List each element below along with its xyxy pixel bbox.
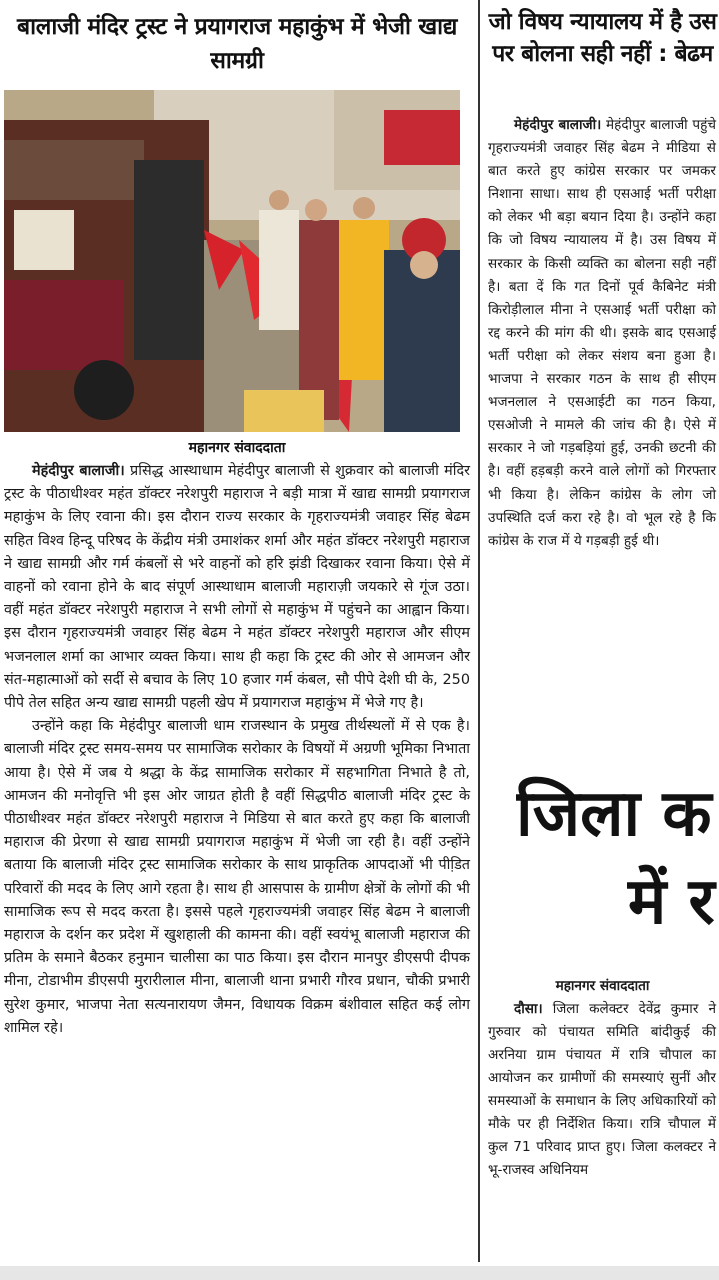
right-headline: जो विषय न्यायालय में है उस पर बोलना सही नहीं : बेढम [488, 9, 717, 67]
main-article [4, 460, 470, 1040]
third-article-text: जिला कलेक्टर देवेंद्र कुमार ने गुरुवार को पंचायत समिति बांदीकुई की अरनिया ग्राम पंचायत में रात्रि चौपाल का आयोजन कर ग्रामीणों की समस्याएं सुनीं और समस्याओं के समाधान के लिए अधिकारियों को मौके पर ही निर्देशित किया। रात्रि चौपाल में कुल 71 परिवाद प्राप्त हुए। जिला कलक्टर ने भू-राजस्व अधिनियम [488, 1001, 716, 1178]
paragraph-1-text: प्रसिद्ध आस्थाधाम मेहंदीपुर बालाजी से शुक्रवार को बालाजी मंदिर ट्रस्ट के पीठाधीश्वर महंत डॉक्टर नरेशपुरी महाराज ने बड़ी मात्रा में खाद्य सामग्री प्रयागराज महाकुंभ के लिए रवाना की। इस दौरान राज्य सरकार के गृहराज्यमंत्री जवाहर सिंह बेढम सहित विश्व हिन्दू परिषद के केंद्रीय मंत्री उमाशंकर शर्मा और महंत डॉक्टर नरेशपुरी महाराज ने खाद्य सामग्री और गर्म कंबलों से भरे वाहनों को हरि झंडी दिखाकर रवाना किया। ऐसे में वाहनों को रवाना होने के बाद संपूर्ण आस्थाधाम बालाजी महाराज़ी जयकारे से गूंज उठा। वहीं महंत डॉक्टर नरेशपुरी महाराज ने सभी लोगों से महाकुंभ में पहुंचने का आह्वान किया। इस दौरान गृहराज्यमंत्री जवाहर सिंह बेढम ने महंत डॉक्टर नरेशपुरी महाराज और सीएम भजनलाल शर्मा का आभार व्यक्त किया। साथ ही कहा कि ट्रस्ट की ओर से आमजन और संत-महात्माओं को सर्दी से बचाव के लिए 10 हजार गर्म कंबल, सौ पीपे देशी घी के, 250 पीपे तेल सहित अन्य खाद्य सामग्री पहली खेप में प्रयागराज महाकुंभ में भेजे गए है। [4, 463, 470, 712]
byline: महानगर संवाददाता [188, 440, 286, 456]
third-article [488, 998, 716, 1182]
right-article-paragraph [488, 114, 716, 553]
cropped-headline-line-1: जिला क [516, 777, 712, 851]
third-byline: महानगर संवाददाता [555, 978, 650, 994]
cropped-headline-line-2: में र [628, 865, 715, 939]
right-article-text: मेहंदीपुर बालाजी पहुंचे गृहराज्यमंत्री जवाहर सिंह बेढम ने मीडिया से बात करते हुए कांग्रेस सरकार पर जमकर निशाना साधा। साथ ही एसआई भर्ती परीक्षा को लेकर भी बड़ा बयान दिया है। उन्होंने कहा कि जो विषय न्यायालय में है। उस विषय में सरकार के किसी व्यक्ति का बोलना सही नहीं है। बता दें कि गत दिनों पूर्व कैबिनेट मंत्री किरोड़ीलाल मीना ने एसआई भर्ती परीक्षा को रद्द करने की मांग की थी। इसके बाद एसआई भर्ती परीक्षा को लेकर संशय बना हुआ है। भाजपा ने सरकार गठन के साथ ही सीएम भजनलाल ने एसआईटी का गठन किया, एसओजी ने मामले की जांच की है। ऐसे में सरकार ने जो गड़बड़ियां हुई, उनकी छटनी की है। वहीं हड़बड़ी करने वाले लोगों को गिरफ्तार भी किया है। लेकिन कांग्रेस के लोग जो उपस्थिति दर्ज करा रहे है। वो भूल रहे है कि कांग्रेस के राज में ये गड़बड़ी हुई थी। [488, 117, 716, 549]
third-article-paragraph [488, 998, 716, 1182]
right-article [488, 114, 716, 553]
main-headline: बालाजी मंदिर ट्रस्ट ने प्रयागराज महाकुंभ में भेजी खाद्य सामग्री [16, 14, 458, 74]
right-dateline: मेहंदीपुर बालाजी। [514, 117, 602, 133]
truck-flag-off-image [4, 90, 460, 432]
article-paragraph-2: उन्होंने कहा कि मेहंदीपुर बालाजी धाम राजस्थान के प्रमुख तीर्थस्थलों में से एक है। बालाजी मंदिर ट्रस्ट समय-समय पर सामाजिक सरोकार के विषयों में अग्रणी भूमिका निभाता आया है। ऐसे में जब ये श्रद्धा के केंद्र सामाजिक सरोकार में सहभागिता निभाते है तो, आमजन की मनोवृत्ति भी इस ओर जाग्रत होती है वहीं सिद्धपीठ बालाजी मंदिर ट्रस्ट के पीठाधीश्वर महंत डॉक्टर नरेशपुरी महाराज ने मिडिया से बात करते हुए कहा कि बालाजी महाराज की प्रेरणा से खाद्य सामग्री प्रयागराज महाकुंभ में भेजी जा रही है। वहीं उन्होंने बताया कि बालाजी मंदिर ट्रस्ट सामाजिक सरोकार के साथ प्राकृतिक आपदाओं भी पीडि़त परिवारों की मदद के लिए आगे रहता है। साथ ही आसपास के ग्रामीण क्षेत्रों के लोगों की भी सामाजिक रूप से मदद करता है। इससे पहले गृहराज्यमंत्री जवाहर सिंह बेढम ने बालाजी महाराज के दर्शन कर प्रदेश में खुशहाली की कामना की। वहीं स्वयंभू बालाजी महाराज की प्रतिम के समाने बैठकर हनुमान चालीसा का पाठ किया। इस दौरान मानपुर डीएसपी दीपक मीना, टोडाभीम डीएसपी मुरारीलाल मीना, बालाजी थाना प्रभारी गौरव प्रधान, चौकी प्रभारी सुरेश कुमार, भाजपा नेता सत्यनारायण जैमन, विधायक विक्रम बंशीवाल सहित कई लोग शामिल रहे। [4, 718, 470, 1036]
page-bottom-edge [0, 1266, 719, 1280]
third-dateline: दौसा। [514, 1001, 543, 1017]
column-divider [478, 0, 480, 1262]
dateline: मेहंदीपुर बालाजी। [32, 463, 125, 479]
article-paragraph-1 [4, 460, 470, 715]
news-photo [4, 90, 460, 432]
right-column [486, 0, 719, 1280]
cropped-headline [516, 770, 719, 946]
